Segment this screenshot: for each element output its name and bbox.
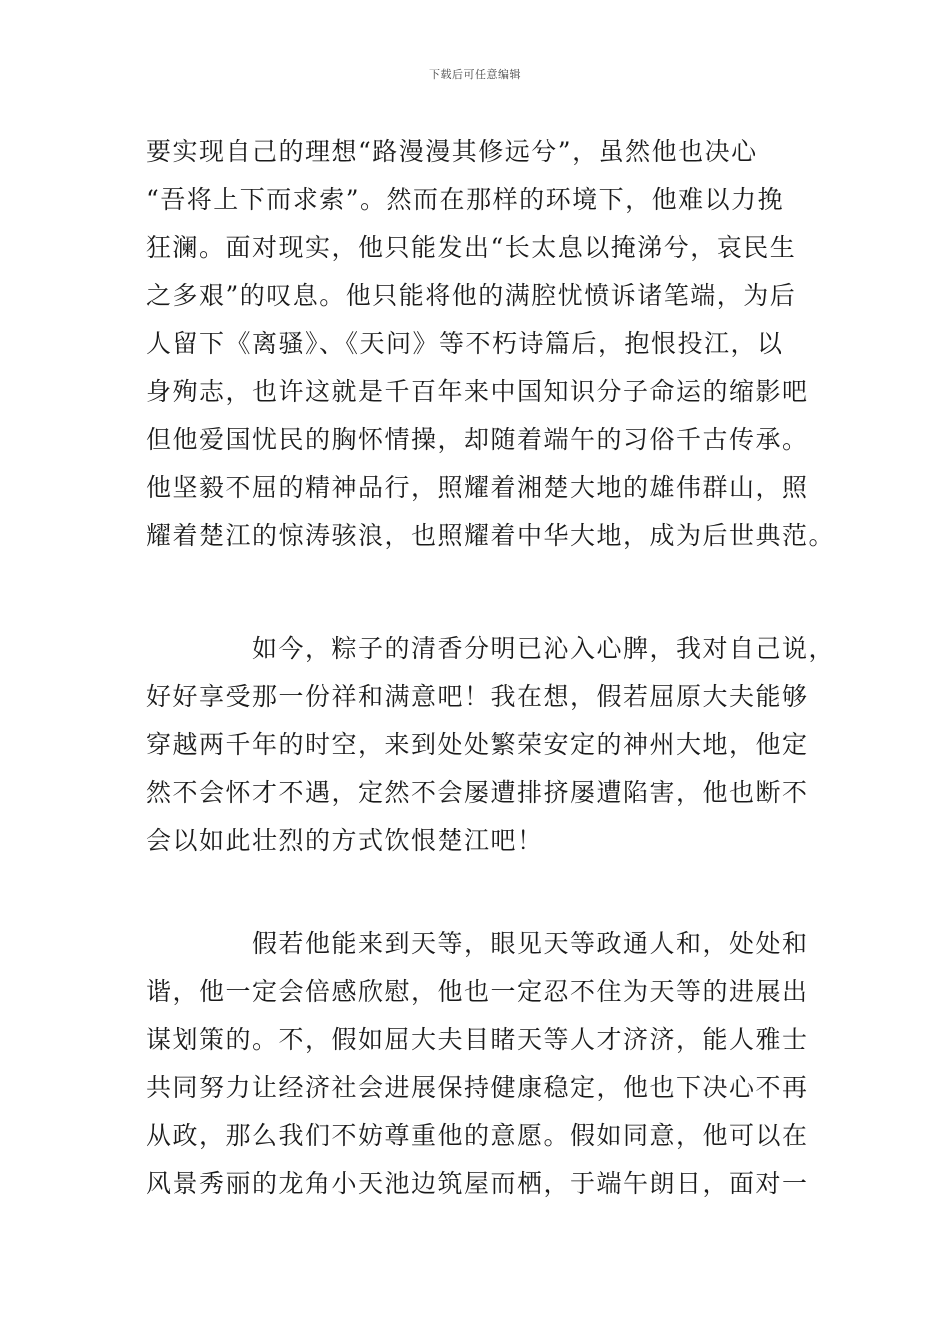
text-line: 他坚毅不屈的精神品行，照耀着湘楚大地的雄伟群山，照 [146,473,809,502]
text-line: 风景秀丽的龙角小天池边筑屋而栖，于端午朗日，面对一 [146,1169,809,1198]
text-line: 假若他能来到天等，眼见天等政通人和，处处和 [252,929,809,958]
text-line: 耀着楚江的惊涛骇浪，也照耀着中华大地，成为后世典范。 [146,521,836,550]
text-line: 人留下《离骚》、《天问》等不朽诗篇后，抱恨投江，以 [146,329,784,358]
text-line: 要实现自己的理想“路漫漫其修远兮”，虽然他也决心 [146,137,758,166]
page-header: 下载后可任意编辑 [429,68,521,81]
paragraph-2 [146,625,836,865]
text-line: 之多艰”的叹息。他只能将他的满腔忧愤诉诸笔端，为后 [146,281,797,310]
text-line: 好好享受那一份祥和满意吧！我在想，假若屈原大夫能够 [146,682,809,711]
paragraph-1 [146,128,836,560]
text-line: 但他爱国忧民的胸怀情操，却随着端午的习俗千古传承。 [146,425,809,454]
text-line: 共同努力让经济社会进展保持健康稳定，他也下决心不再 [146,1073,809,1102]
paragraph-3 [146,920,836,1208]
text-line: 谐，他一定会倍感欣慰，他也一定忍不住为天等的进展出 [146,977,809,1006]
text-line: 穿越两千年的时空，来到处处繁荣安定的神州大地，他定 [146,730,809,759]
text-line: 如今，粽子的清香分明已沁入心脾，我对自己说， [252,634,836,663]
text-line: “吾将上下而求索”。然而在那样的环境下，他难以力挽 [146,185,785,214]
text-line: 从政，那么我们不妨尊重他的意愿。假如同意，他可以在 [146,1121,809,1150]
text-line: 谋划策的。不，假如屈大夫目睹天等人才济济，能人雅士 [146,1025,809,1054]
text-line: 然不会怀才不遇，定然不会屡遭排挤屡遭陷害，他也断不 [146,778,809,807]
text-line: 狂澜。面对现实，他只能发出“长太息以掩涕兮，哀民生 [146,233,797,262]
text-line: 会以如此壮烈的方式饮恨楚江吧！ [146,826,544,855]
text-line: 身殉志，也许这就是千百年来中国知识分子命运的缩影吧 [146,377,809,406]
